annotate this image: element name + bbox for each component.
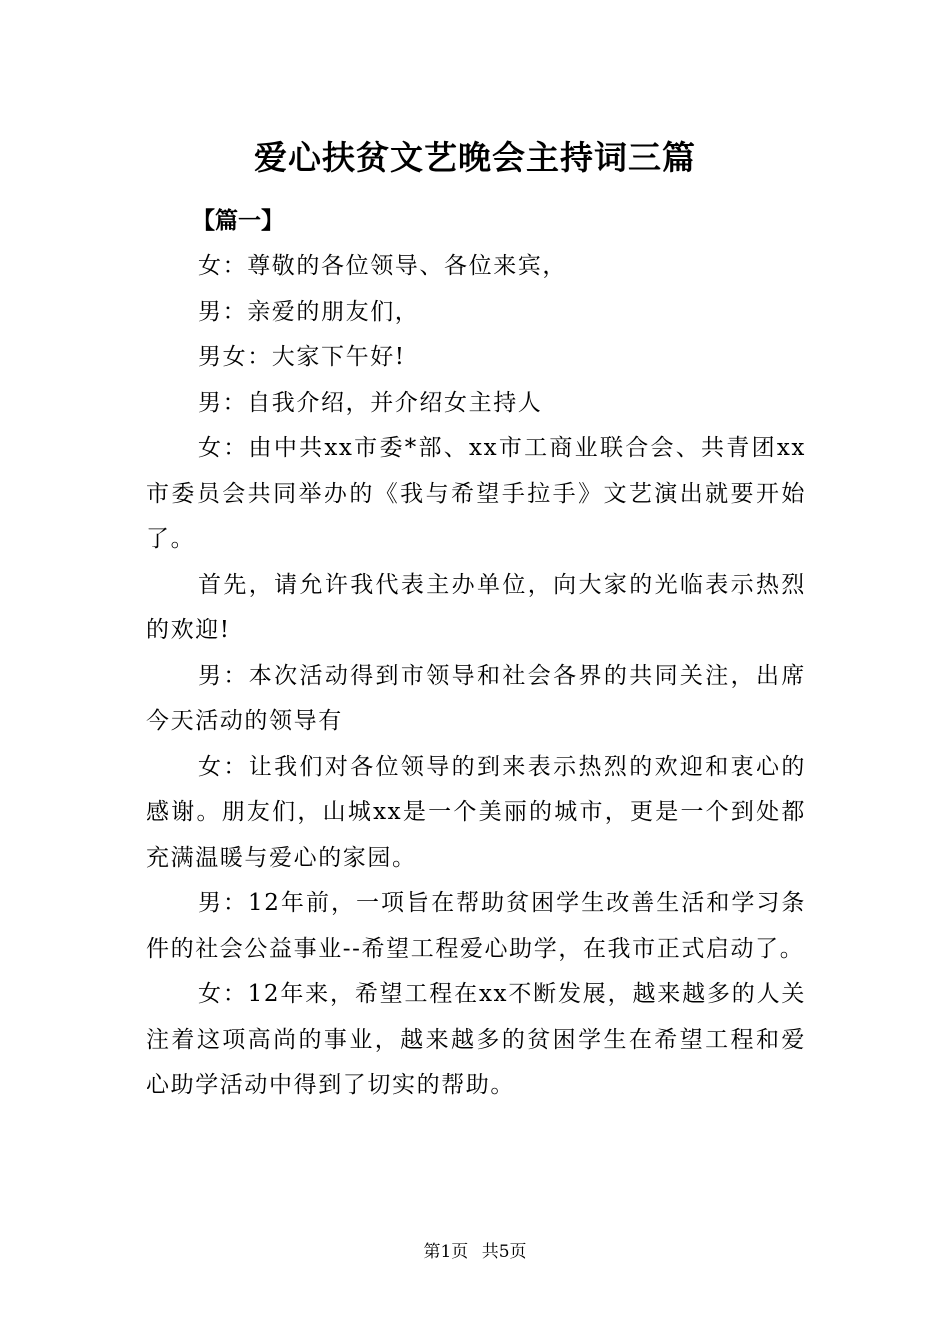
paragraph: 女：让我们对各位领导的到来表示热烈的欢迎和衷心的感谢。朋友们，山城xx是一个美丽的城市，更是一个到处都充满温暖与爱心的家园。 — [146, 753, 806, 871]
page-total: 共5页 — [481, 1242, 527, 1262]
paragraph: 男女：大家下午好! — [198, 344, 406, 370]
paragraph: 女：12年来，希望工程在xx不断发展，越来越多的人关注着这项高尚的事业，越来越多的贫困学生在希望工程和爱心助学活动中得到了切实的帮助。 — [146, 981, 806, 1098]
document-title: 爱心扶贫文艺晚会主持词三篇 — [254, 138, 696, 177]
paragraph: 首先，请允许我代表主办单位，向大家的光临表示热烈的欢迎! — [146, 571, 806, 643]
paragraph: 女：尊敬的各位领导、各位来宾， — [198, 253, 567, 279]
document-body — [146, 198, 806, 1109]
paragraph: 男：本次活动得到市领导和社会各界的共同关注，出席今天活动的领导有 — [146, 662, 806, 734]
paragraph: 女：由中共xx市委*部、xx市工商业联合会、共青团xx市委员会共同举办的《我与希望手拉手》文艺演出就要开始了。 — [146, 435, 806, 552]
paragraph: 男：亲爱的朋友们， — [198, 298, 420, 325]
page-footer — [0, 1240, 950, 1264]
paragraph: 男：12年前，一项旨在帮助贫困学生改善生活和学习条件的社会公益事业--希望工程爱心助学，在我市正式启动了。 — [146, 890, 806, 962]
paragraph: 男：自我介绍，并介绍女主持人 — [198, 389, 543, 416]
page-number: 第1页 — [423, 1242, 469, 1262]
section-heading: 【篇一】 — [192, 207, 284, 234]
